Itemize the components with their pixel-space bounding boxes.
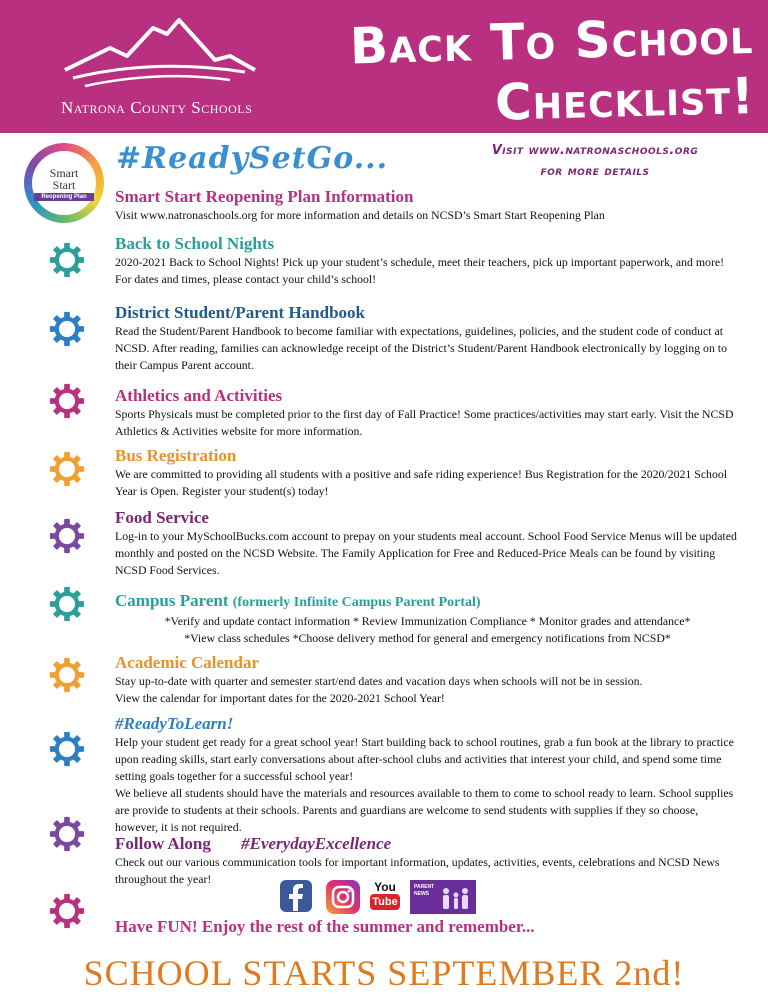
visit-line-2: for more details — [540, 164, 650, 179]
section-heading-row — [115, 833, 740, 854]
visit-website-note — [440, 140, 750, 182]
section-academic-calendar — [115, 652, 740, 707]
visit-line-1[interactable]: Visit www.natronaschools.org — [491, 143, 699, 158]
section-body-line-2: View the calendar for important dates for the 2020-2021 School Year! — [115, 691, 445, 705]
section-campus-parent — [115, 590, 740, 647]
section-heading: #ReadyToLearn! — [115, 714, 234, 733]
gear-icon — [48, 517, 86, 555]
section-heading: District Student/Parent Handbook — [115, 303, 365, 322]
badge-line-1: Smart — [49, 166, 79, 180]
hashtag-heading: #ReadySetGo... — [116, 141, 389, 176]
section-body-paragraph-1: Help your student get ready for a great school year! Start building back to school routines, grab a fun book at the library to practice upon reading skills, start early conversations about after-school clubs and activities that interest your child, and spend some time setting goals together for a successful school year! — [115, 735, 734, 783]
gear-icon — [48, 656, 86, 694]
section-body: We are committed to providing all students with a positive and safe riding experience! Bus Registration for the 2020/2021 School Year is Open. Register your student(s) today! — [115, 467, 728, 498]
title-line-1: Back To School — [348, 6, 754, 76]
gear-icon — [48, 815, 86, 853]
section-body-line-1: Stay up-to-date with quarter and semester start/end dates and vacation days when schools will not be in session. — [115, 674, 643, 688]
section-heading-row — [115, 590, 740, 613]
section-heading: Food Service — [115, 508, 209, 527]
section-body-line-1: *Verify and update contact information * Review Immunization Compliance * Monitor grades and attendance* — [164, 614, 691, 628]
section-athletics — [115, 385, 740, 440]
parent-news-label: PARENT NEWS — [414, 884, 435, 897]
instagram-icon[interactable] — [326, 880, 360, 914]
gear-icon — [48, 585, 86, 623]
section-heading: Back to School Nights — [115, 234, 275, 253]
closing-message: Have FUN! Enjoy the rest of the summer and remember... — [115, 917, 535, 936]
family-icon — [438, 886, 472, 912]
section-ready-to-learn — [115, 713, 740, 836]
org-name: Natrona County Schools — [61, 98, 253, 117]
section-body: Log-in to your MySchoolBucks.com account to prepay on your students meal account. School Food Service Menus will be updated monthly and posted on the NCSD Website. The Family Application for Free and Reduced-Price Meals can be found by visiting NCSD Food Services. — [115, 529, 737, 577]
section-body: Read the Student/Parent Handbook to become familiar with expectations, guidelines, policies, and the student code of conduct at NCSD. After reading, families can acknowledge receipt of the District’s Student/Parent Handbook electronically by logging on to their Campus Parent account. — [115, 324, 727, 372]
mountain-logo-icon — [55, 10, 270, 100]
section-heading: Athletics and Activities — [115, 386, 283, 405]
section-smart-start — [115, 186, 740, 224]
youtube-icon[interactable] — [370, 880, 400, 914]
section-heading: Follow Along — [115, 834, 211, 853]
badge-line-2: Start — [52, 178, 76, 192]
school-logo — [55, 10, 270, 125]
gear-icon — [48, 241, 86, 279]
section-heading-tag: #EverydayExcellence — [241, 834, 392, 853]
section-body: Visit www.natronaschools.org for more information and details on NCSD’s Smart Start Reopening Plan — [115, 208, 605, 222]
smart-start-badge — [24, 143, 104, 223]
section-heading: Campus Parent — [115, 591, 229, 610]
section-bus-registration — [115, 445, 740, 500]
page-title — [349, 6, 755, 137]
section-handbook — [115, 302, 740, 374]
gear-icon — [48, 310, 86, 348]
section-food-service — [115, 507, 740, 579]
title-line-2: Checklist! — [493, 66, 756, 132]
gear-icon — [48, 450, 86, 488]
gear-icon — [48, 382, 86, 420]
gear-icon — [48, 892, 86, 930]
section-body: Sports Physicals must be completed prior to the first day of Fall Practice! Some practices/activities may start early. Visit the NCSD Athletics & Activities website for more information. — [115, 407, 734, 438]
youtube-top-label: You — [374, 880, 396, 894]
youtube-bottom-label: Tube — [370, 894, 400, 910]
facebook-icon[interactable] — [280, 880, 312, 912]
section-body: Check out our various communication tools for important information, updates, activities, events, celebrations and NCSD News throughout the year! — [115, 855, 720, 886]
section-body-line-2: *View class schedules *Choose delivery method for general and emergency notifications from NCSD* — [184, 631, 671, 645]
section-heading: Academic Calendar — [115, 653, 260, 672]
badge-line-3: Reopening Plan — [34, 193, 94, 201]
school-start-date: SCHOOL STARTS SEPTEMBER 2nd! — [83, 953, 685, 993]
gear-icon — [48, 730, 86, 768]
header-banner — [0, 0, 768, 133]
section-body-paragraph-2: We believe all students should have the materials and resources available to them to come to school ready to learn. School supplies are provide to students at their schools. Parents and guardians are welcome to send students with supplies if they so choose, however, it is not required. — [115, 786, 734, 834]
parent-news-icon[interactable] — [410, 880, 476, 914]
section-back-to-school-nights — [115, 233, 740, 288]
section-heading-note: (formerly Infinite Campus Parent Portal) — [232, 595, 481, 610]
section-heading: Smart Start Reopening Plan Information — [115, 187, 414, 206]
section-heading: Bus Registration — [115, 446, 237, 465]
section-body: 2020-2021 Back to School Nights! Pick up your student’s schedule, meet their teachers, pick up important paperwork, and more! For dates and times, please contact your child’s school! — [115, 255, 725, 286]
